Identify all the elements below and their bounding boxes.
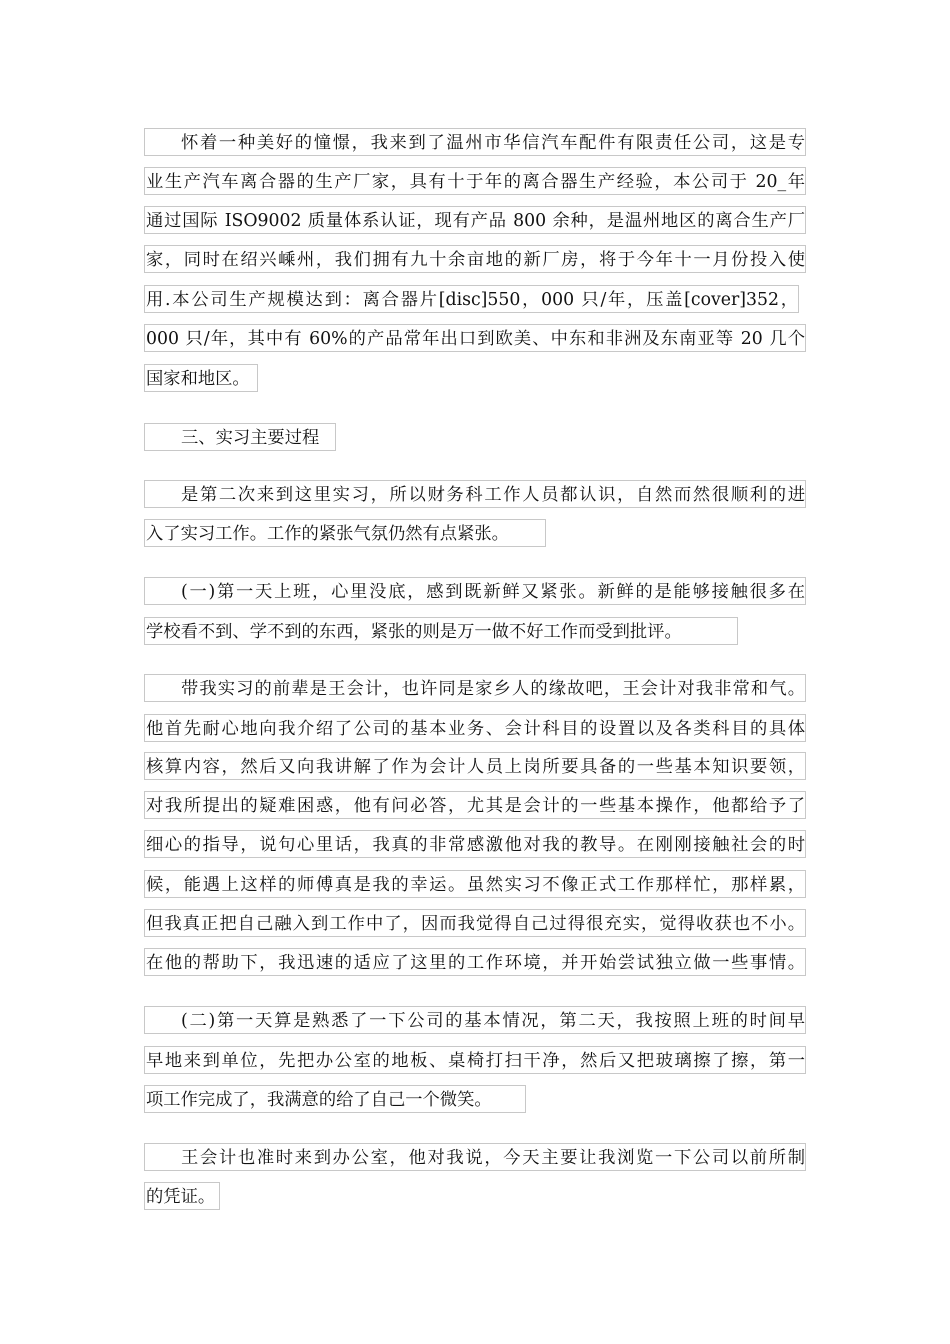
text-line: (二)第一天算是熟悉了一下公司的基本情况，第二天，我按照上班的时间早 (144, 1006, 806, 1034)
text-line: 用.本公司生产规模达到：离合器片[disc]550，000 只/年，压盖[cover]352， (144, 285, 799, 313)
text-line: 怀着一种美好的憧憬，我来到了温州市华信汽车配件有限责任公司，这是专 (144, 128, 806, 156)
text-line: 带我实习的前辈是王会计，也许同是家乡人的缘故吧，王会计对我非常和气。 (144, 674, 806, 702)
text-line: 王会计也准时来到办公室，他对我说，今天主要让我浏览一下公司以前所制 (144, 1143, 806, 1171)
text-line: (一)第一天上班，心里没底，感到既新鲜又紧张。新鲜的是能够接触很多在 (144, 577, 806, 605)
text-line: 000 只/年，其中有 60%的产品常年出口到欧美、中东和非洲及东南亚等 20 几个 (144, 324, 806, 352)
text-line: 学校看不到、学不到的东西，紧张的则是万一做不好工作而受到批评。 (144, 617, 738, 645)
text-line: 国家和地区。 (144, 364, 258, 392)
text-line: 核算内容，然后又向我讲解了作为会计人员上岗所要具备的一些基本知识要领， (144, 752, 806, 780)
text-line: 通过国际 ISO9002 质量体系认证，现有产品 800 余种，是温州地区的离合生产厂 (144, 206, 806, 234)
text-line: 业生产汽车离合器的生产厂家，具有十于年的离合器生产经验，本公司于 20_年 (144, 167, 806, 195)
text-line: 但我真正把自己融入到工作中了，因而我觉得自己过得很充实，觉得收获也不小。 (144, 909, 806, 937)
section-heading: 三、实习主要过程 (144, 423, 336, 451)
text-line: 的凭证。 (144, 1182, 220, 1210)
text-line: 他首先耐心地向我介绍了公司的基本业务、会计科目的设置以及各类科目的具体 (144, 714, 806, 742)
text-line: 早地来到单位，先把办公室的地板、桌椅打扫干净，然后又把玻璃擦了擦，第一 (144, 1046, 806, 1074)
text-line: 入了实习工作。工作的紧张气氛仍然有点紧张。 (144, 519, 546, 547)
text-line: 项工作完成了，我满意的给了自己一个微笑。 (144, 1085, 526, 1113)
text-line: 在他的帮助下，我迅速的适应了这里的工作环境，并开始尝试独立做一些事情。 (144, 948, 806, 976)
text-line: 细心的指导，说句心里话，我真的非常感激他对我的教导。在刚刚接触社会的时 (144, 830, 806, 858)
text-line: 候，能遇上这样的师傅真是我的幸运。虽然实习不像正式工作那样忙，那样累， (144, 870, 806, 898)
text-line: 对我所提出的疑难困惑，他有问必答，尤其是会计的一些基本操作，他都给予了 (144, 791, 806, 819)
text-line: 是第二次来到这里实习，所以财务科工作人员都认识，自然而然很顺利的进 (144, 480, 806, 508)
text-line: 家，同时在绍兴嵊州，我们拥有九十余亩地的新厂房，将于今年十一月份投入使 (144, 245, 806, 273)
